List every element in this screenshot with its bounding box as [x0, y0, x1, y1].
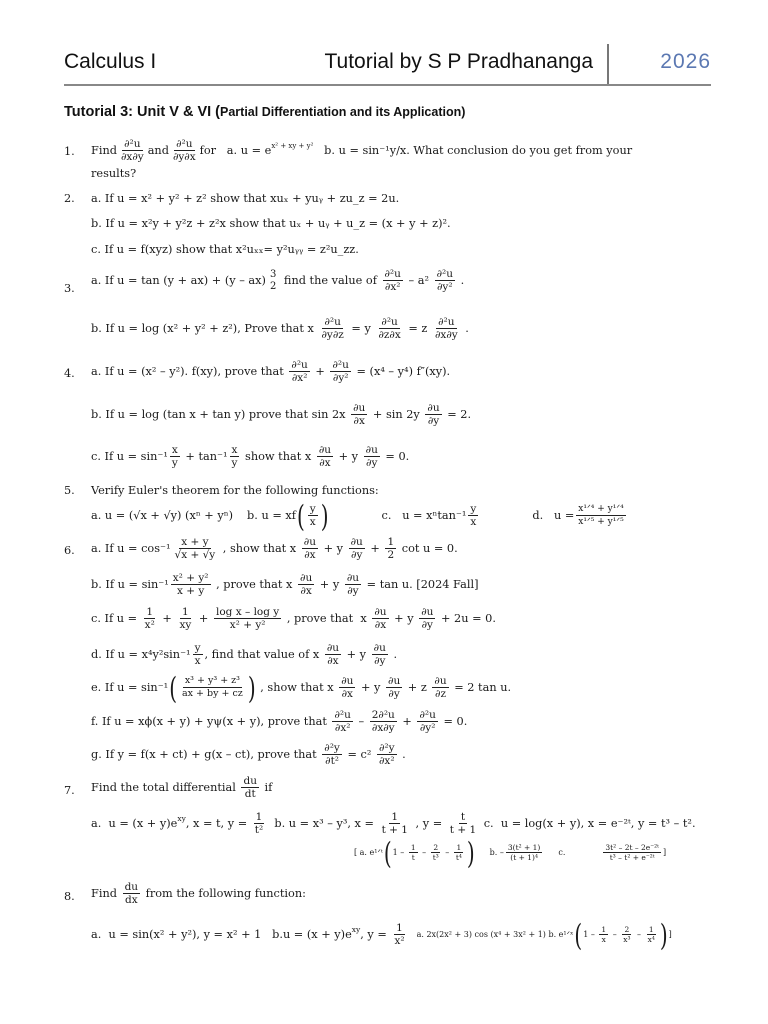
q7-text: Find the total differential $\frac{du}{dt}$ if — [91, 775, 273, 800]
year-label: 2026 — [660, 50, 711, 73]
q1-number: 1. — [64, 145, 75, 158]
q1-continuation: results? — [91, 167, 137, 180]
q7-answers: [ a. e¹ᐟᵗ ( 1 – $\frac{1}{t}$ – $\frac{2}{\text{t³}}$ – $\frac{1}{\text{t⁴}}$ ) b. – $\frac{\text{3(t² + 1)}}{\text{(t + 1)⁴}}$ c. $\frac{\text{3t² – 2t – 2e⁻²ᵗ}}{\text{t³ – t² + e⁻²ᵗ}}$ ] — [354, 834, 667, 871]
header-separator — [607, 44, 609, 84]
q8-number: 8. — [64, 890, 75, 903]
q6g: g. If y = f(x + ct) + g(x – ct), prove that $\frac{\text{∂²y}}{\text{∂t²}}$ = c² $\frac{\text{∂²y}}{\text{∂x²}}$ . — [91, 742, 406, 767]
q2c: c. If u = f(xyz) show that x²uₓₓ= y²uᵧᵧ = z²u_zz. — [91, 243, 359, 256]
q3b: b. If u = log (x² + y² + z²), Prove that x $\frac{\text{∂²u}}{\partial y\partial z}$ = y $\frac{\text{∂²u}}{\partial z\partial x}$ = z $\frac{\text{∂²u}}{\partial x\partial y}$ . — [91, 316, 469, 341]
course-title: Calculus I — [64, 50, 157, 73]
q2a: a. If u = x² + y² + z² show that xuₓ + yuᵧ + zu_z = 2u. — [91, 192, 400, 205]
q4c: c. If u = sin⁻¹ $\frac{x}{y}$ + tan⁻¹ $\frac{x}{y}$ show that x $\frac{\partial u}{\partial x}$ + y $\frac{\partial u}{\partial y}$ = 0. — [91, 444, 410, 469]
header-rule — [64, 84, 711, 86]
q2b: b. If u = x²y + y²z + z²x show that uₓ + uᵧ + u_z = (x + y + z)². — [91, 217, 451, 230]
tutorial-heading: Tutorial 3: Unit V & VI (Partial Differentiation and its Application) — [64, 104, 466, 120]
q4b: b. If u = log (tan x + tan y) prove that sin 2x $\frac{\partial u}{\partial x}$ + sin 2y $\frac{\partial u}{\partial y}$ = 2. — [91, 402, 472, 427]
q6f: f. If u = xϕ(x + y) + yψ(x + y), prove that $\frac{\text{∂²u}}{\text{∂x²}}$ – $\frac{\text{2∂²u}}{\partial x\partial y}$ + $\frac{\text{∂²u}}{\text{∂y²}}$ = 0. — [91, 709, 468, 734]
q5-text: Verify Euler's theorem for the following functions: — [91, 484, 379, 497]
q4-number: 4. — [64, 367, 75, 380]
author-title: Tutorial by S P Pradhananga — [324, 50, 593, 73]
q7-items: a. u = (x + y)e $^{xy}$ , x = t, y = $\frac{1}{\text{t²}}$ b. u = x³ – y³, x = $\frac{1}{t + 1}$ , y = $\frac{t}{t + 1}$ c. u = log(x + y), x = e⁻²ᵗ, y = t³ – t². — [91, 811, 696, 836]
q7-number: 7. — [64, 784, 75, 797]
page-header — [64, 44, 711, 84]
q5-items: a. u = (√x + √y) (xⁿ + yⁿ) b. u = xf ( $\frac{y}{x}$ ) c. u = xⁿtan⁻¹ $\frac{y}{x}$ d. u = $\frac{\text{x¹ᐟ⁴ + y¹ᐟ⁴}}{\text{x¹ᐟ⁵ + y¹ᐟ⁵}}$ — [91, 497, 624, 534]
q4a: a. If u = (x² – y²). f(xy), prove that $\frac{\text{∂²u}}{\text{∂x²}}$ + $\frac{\text{∂²u}}{\text{∂y²}}$ = (x⁴ – y⁴) f″(xy). — [91, 359, 451, 384]
q8-text: Find $\frac{du}{dx}$ from the following function: — [91, 881, 306, 906]
q3-number: 3. — [64, 282, 75, 295]
q2-number: 2. — [64, 192, 75, 205]
q3a: a. If u = tan (y + ax) + (y – ax) 3 2 find the value of $\frac{\text{∂²u}}{\text{∂x²}}$ – a² $\frac{\text{∂²u}}{\text{∂y²}}$ . — [91, 268, 465, 293]
q6d: d. If u = x⁴y²sin⁻¹ $\frac{y}{x}$ , find that value of x $\frac{\partial u}{\partial x}$ + y $\frac{\partial u}{\partial y}$ . — [91, 642, 398, 667]
q8-items: a. u = sin(x² + y²), y = x² + 1 b.u = (x + y)e $^{xy}$ , y = $\frac{1}{\text{x²}}$ a. 2x(2x² + 3) cos (x⁴ + 3x² + 1) b. e¹ᐟˣ ( 1 – $\frac{1}{x}$ – $\frac{2}{\text{x³}}$ – $\frac{1}{\text{x⁴}}$ ) ] — [91, 916, 672, 953]
q6e: e. If u = sin⁻¹ ( $\frac{\text{x³ + y³ + z³}}{ax + by + cz}$ ) , show that x $\frac{\partial u}{\partial x}$ + y $\frac{\partial u}{\partial y}$ + z $\frac{\partial u}{\partial z}$ = 2 tan u. — [91, 669, 512, 706]
q6b: b. If u = sin⁻¹ $\frac{\text{x² + y²}}{x + y}$ , prove that x $\frac{\partial u}{\partial x}$ + y $\frac{\partial u}{\partial y}$ = tan u. [2024 Fall] — [91, 572, 479, 597]
q1-line: Find $\frac{\text{∂²u}}{\partial x\partial y}$ and $\frac{\text{∂²u}}{\partial y\partial x}$ for a. u = e $^{x^2 + xy + y^2}$ b. u = sin⁻¹y/x. What conclusion do you get from your — [91, 138, 633, 163]
q5-number: 5. — [64, 484, 75, 497]
q6a: a. If u = cos⁻¹ $\frac{x + y}{√x + √y}$ , show that x $\frac{\partial u}{\partial x}$ + y $\frac{\partial u}{\partial y}$ + $\frac{1}{2}$ cot u = 0. — [91, 536, 458, 561]
q6c: c. If u = $\frac{1}{\text{x²}}$ + $\frac{1}{xy}$ + $\frac{\text{log x – log y}}{\text{x² + y²}}$ , prove that x $\frac{\partial u}{\partial x}$ + y $\frac{\partial u}{\partial y}$ + 2u = 0. — [91, 606, 496, 631]
q6-number: 6. — [64, 544, 75, 557]
